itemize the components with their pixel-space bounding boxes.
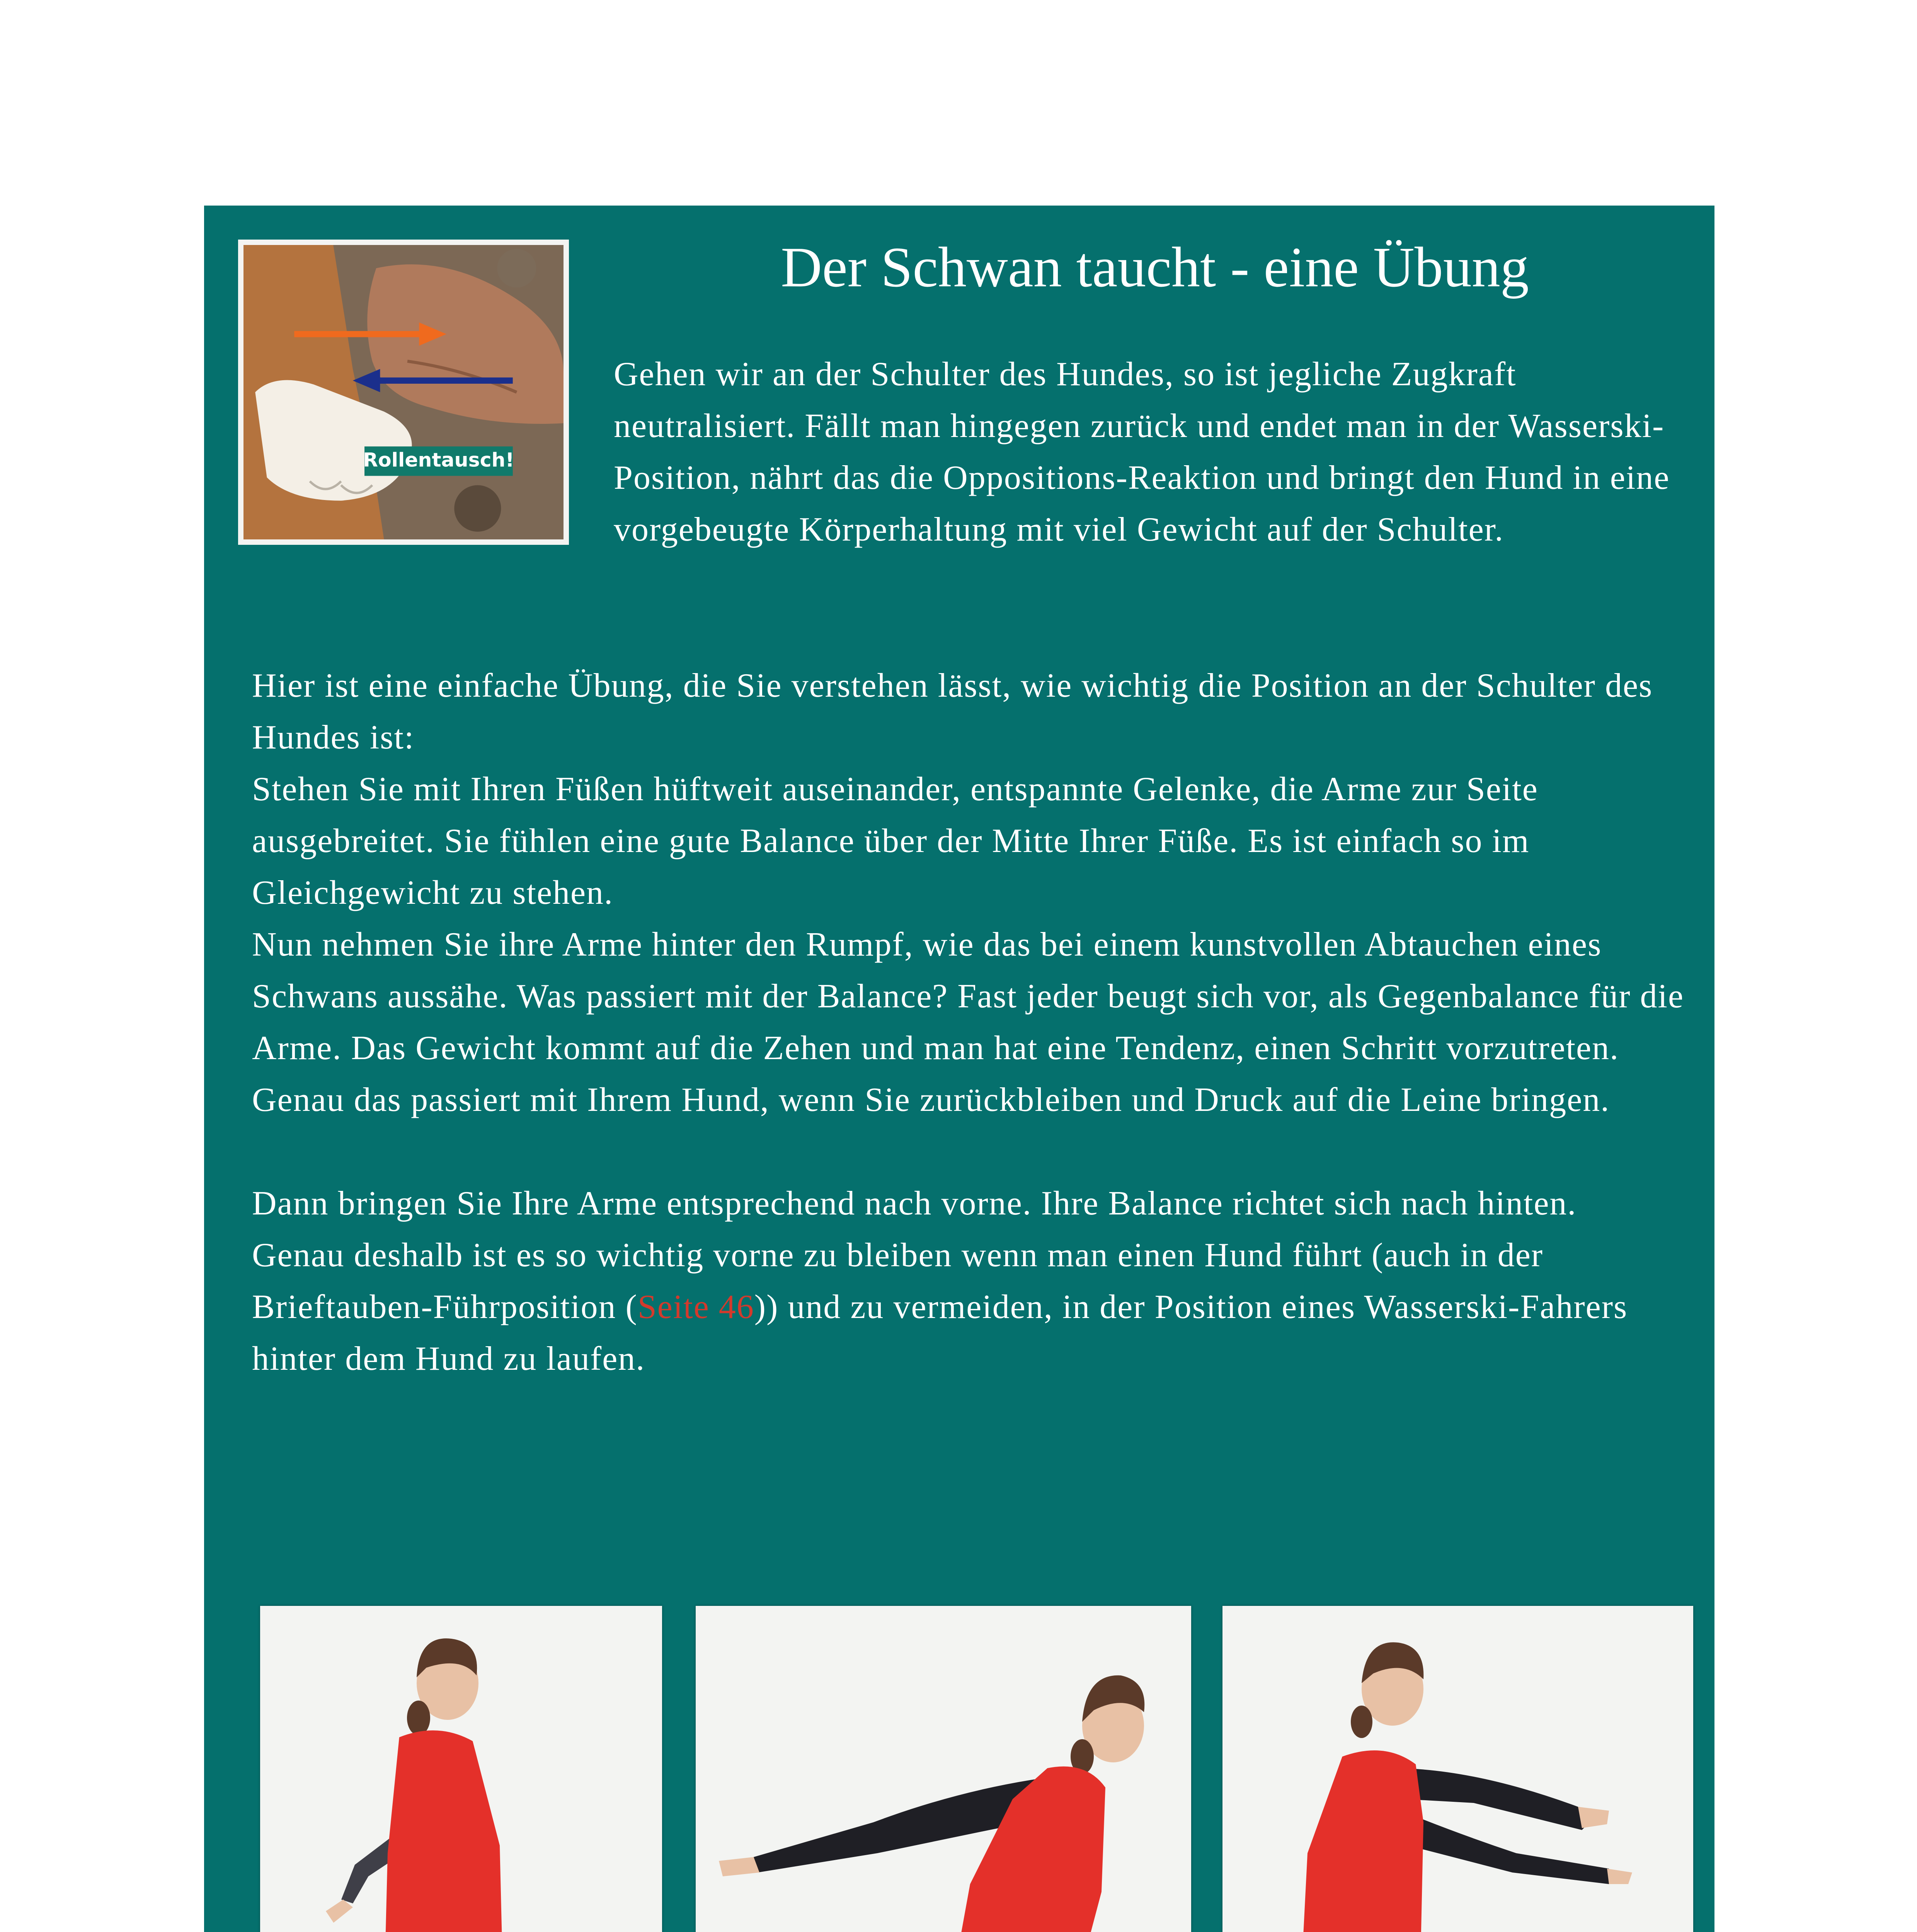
paragraph-5-start: Genau deshalb ist es so wichtig vorne zu bleiben wenn man einen Hund führt (auch in der Brieftauben-Führposition ( <box>252 1236 1544 1326</box>
paragraph-4: Dann bringen Sie Ihre Arme entsprechend nach vorne. Ihre Balance richtet sich nach hinten. <box>252 1185 1577 1222</box>
arms-behind-photo <box>696 1606 1191 1932</box>
rollentausch-badge: Rollentausch! <box>363 448 514 471</box>
page-46-link[interactable]: Seite 46 <box>637 1288 754 1326</box>
paragraph-5-end: )) und zu vermeiden, in der Position eines Wasserski-Fahrers hinter dem Hund zu laufen. <box>252 1288 1628 1378</box>
page-title: Der Schwan taucht - eine Übung <box>781 236 1529 299</box>
arms-sideways-photo <box>260 1606 662 1932</box>
paw-and-hand-illustration <box>243 245 564 539</box>
paragraph-3: Nun nehmen Sie ihre Arme hinter den Rumpf, wie das bei einem kunstvollen Abtauchen eines Schwans aussähe. Was passiert mit der Balance? Fast jeder beugt sich vor, als Gegenbalance für die Arme. Das Gewicht kommt auf die Zehen und man hat eine Tendenz, einen Schritt vorzutreten. Genau das passiert mit Ihrem Hund, wenn Sie zurückbleiben und Druck auf die Leine bringen. <box>252 926 1684 1119</box>
content-panel <box>204 206 1714 1932</box>
dog-paw-hand-photo <box>238 240 569 545</box>
arms-forward-photo <box>1222 1606 1693 1932</box>
paragraph-5 <box>252 1230 1690 1385</box>
paragraph-2: Stehen Sie mit Ihren Füßen hüftweit auseinander, entspannte Gelenke, die Arme zur Seite ausgebreitet. Sie fühlen eine gute Balance über der Mitte Ihrer Füße. Es ist einfach so im Gleichgewicht zu stehen. <box>252 770 1538 912</box>
body-text <box>252 660 1690 1385</box>
intro-paragraph: Gehen wir an der Schulter des Hundes, so ist jegliche Zugkraft neutralisiert. Fällt man hingegen zurück und endet man in der Wasserski-Position, nährt das die Oppositions-Reaktion und bringt den Hund in eine vorgebeugte Körperhaltung mit viel Gewicht auf der Schulter. <box>614 355 1670 548</box>
paragraph-1: Hier ist eine einfache Übung, die Sie verstehen lässt, wie wichtig die Position an der Schulter des Hundes ist: <box>252 667 1653 756</box>
